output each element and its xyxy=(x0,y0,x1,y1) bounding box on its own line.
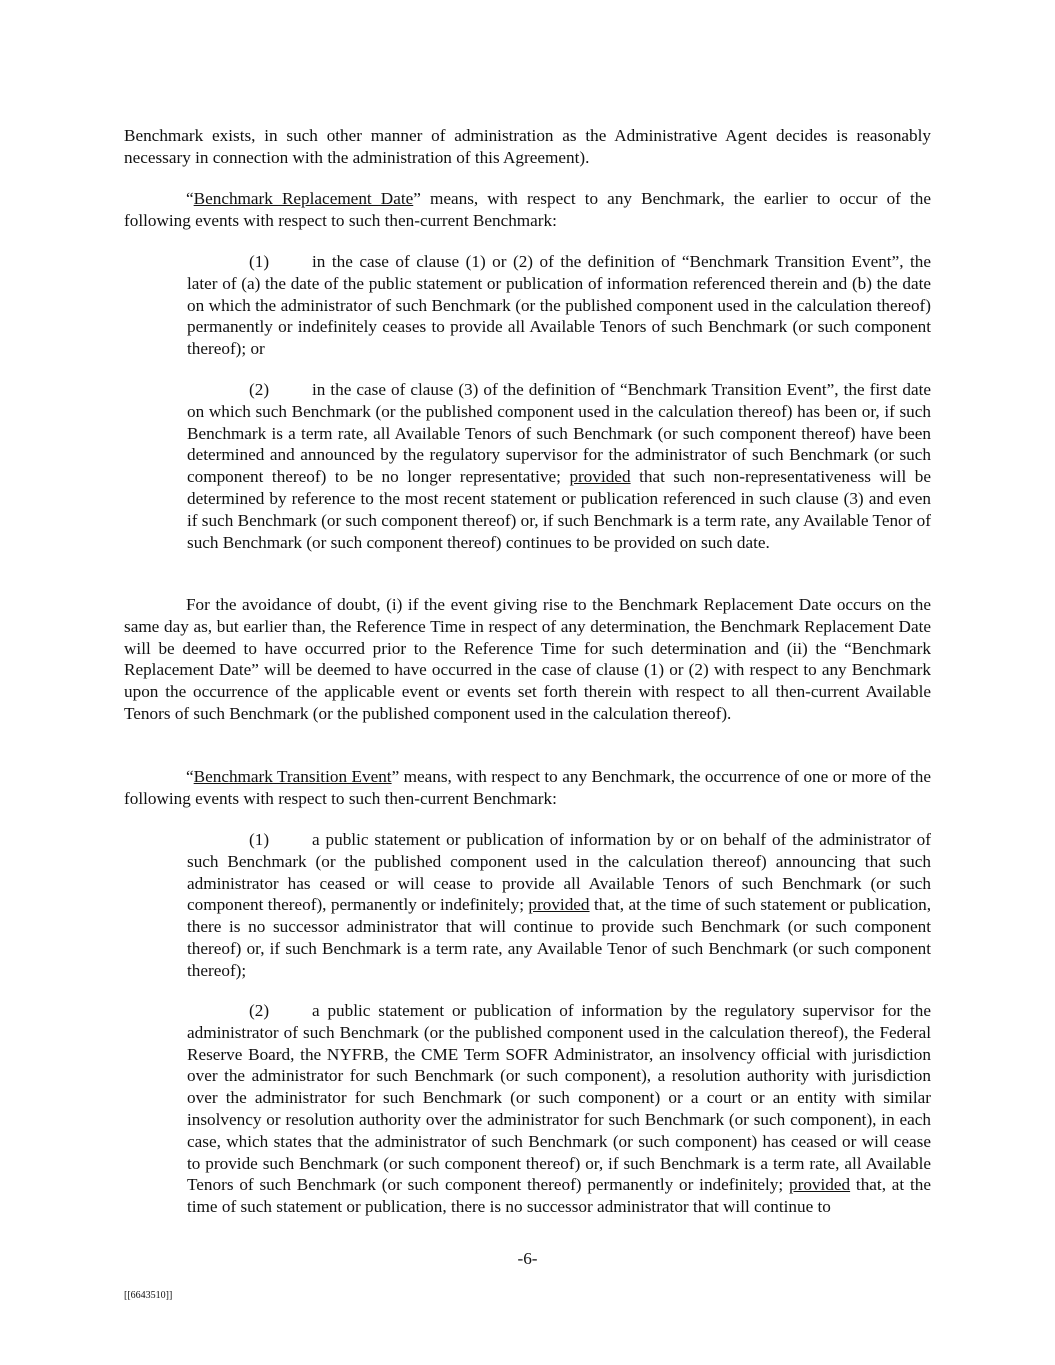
clause-text: a public statement or publication of information by the regulatory supervisor for the administrator of such Benchmark (or the published component used in the calculation thereof), the Federal Reserve Board, the NYFRB, the CME Term SOFR Administrator, an insolvency official with jurisdiction over the administrator for such Benchmark (or such component), a resolution authority with jurisdiction over the administrator for such Benchmark (or such component) or a court or an entity with similar insolvency or resolution authority over the administrator for such Benchmark (or such component), in each case, which states that the administrator of such Benchmark (or such component) has ceased or will cease to provide such Benchmark (or such component thereof) or, if such Benchmark is a term rate, all Available Tenors of such Benchmark (or such component thereof) permanently or indefinitely; xyxy=(187,1001,931,1195)
definition-benchmark-replacement-date xyxy=(124,188,931,232)
provided-term: provided xyxy=(789,1175,851,1195)
avoidance-of-doubt-paragraph: For the avoidance of doubt, (i) if the event giving rise to the Benchmark Replacement Date occurs on the same day as, but earlier than, the Reference Time in respect of any determination, the Benchmark Replacement Date will be deemed to have occurred prior to the Reference Time for such determination and (ii) the “Benchmark Replacement Date” will be deemed to have occurred in the case of clause (1) or (2) with respect to any Benchmark upon the occurrence of the applicable event or events set forth therein with respect to all then-current Available Tenors of such Benchmark (or the published component used in the calculation thereof). xyxy=(124,595,931,723)
clause-1-replacement-date xyxy=(187,251,931,360)
clause-1-transition-event xyxy=(187,829,931,982)
definition-text: ” means, with respect to any Benchmark, the earlier to occur of the following events with respect to such then-current Benchmark: xyxy=(124,189,931,230)
clause-2-replacement-date xyxy=(187,379,931,553)
clause-number: (1) xyxy=(249,830,270,849)
clause-2-transition-event xyxy=(187,1000,931,1218)
defined-term: Benchmark Transition Event xyxy=(193,767,392,786)
clause-text-continued: that, at the time of such statement or publication, there is no successor administrator that will continue to xyxy=(187,1175,932,1217)
definition-benchmark-transition-event xyxy=(124,766,931,810)
clause-text-continued: that, at the time of such statement or publication, there is no successor administrator that will continue to provide such Benchmark (or such component thereof) or, if such Benchmark is a term rate, any Available Tenor of such Benchmark (or such component thereof); xyxy=(187,895,932,980)
provided-term: provided xyxy=(528,895,590,915)
document-id: [[6643510]] xyxy=(124,1290,173,1301)
open-quote: “ xyxy=(186,189,194,208)
open-quote: “ xyxy=(186,767,194,786)
provided-term: provided xyxy=(569,467,631,487)
clause-text-continued: that such non-representativeness will be determined by reference to the most recent statement or publication referenced in such clause (3) and even if such Benchmark (or such component thereof) or, if such Benchmark is a term rate, any Available Tenor of such Benchmark (or such component thereof) continues to be provided on such date. xyxy=(187,467,931,552)
defined-term: Benchmark Replacement Date xyxy=(193,189,414,208)
clause-text: a public statement or publication of information by or on behalf of the administrator of such Benchmark (or the published component used in the calculation thereof) announcing that such administrator has ceased or will cease to provide all Available Tenors of such Benchmark (or such component thereof), permanently or indefinitely; xyxy=(187,830,931,915)
clause-number: (2) xyxy=(249,380,270,399)
clause-text: in the case of clause (3) of the definition of “Benchmark Transition Event”, the first date on which such Benchmark (or the published component used in the calculation thereof) has been or, if such Benchmark is a term rate, all Available Tenors of such Benchmark (or such component thereof) have been determined and announced by the regulatory supervisor for the administrator of such Benchmark (or such component thereof) to be no longer representative; xyxy=(187,380,931,487)
page-number: -6- xyxy=(517,1249,538,1268)
continuation-paragraph: Benchmark exists, in such other manner of administration as the Administrative Agent decides is reasonably necessary in connection with the administration of this Agreement). xyxy=(124,126,931,167)
clause-number: (1) xyxy=(249,252,270,271)
clause-text: in the case of clause (1) or (2) of the definition of “Benchmark Transition Event”, the later of (a) the date of the public statement or publication of information referenced therein and (b) the date on which the administrator of such Benchmark (or the published component used in the calculation thereof) permanently or indefinitely ceases to provide all Available Tenors of such Benchmark (or such component thereof); or xyxy=(187,252,931,359)
clause-number: (2) xyxy=(249,1001,270,1020)
definition-text: ” means, with respect to any Benchmark, the occurrence of one or more of the following events with respect to such then-current Benchmark: xyxy=(124,767,931,808)
